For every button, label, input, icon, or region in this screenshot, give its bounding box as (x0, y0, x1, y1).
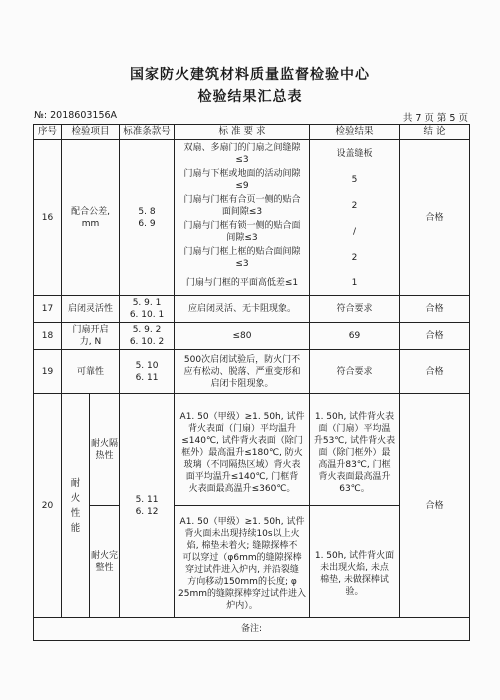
requirement-cell: 应启闭灵活、无卡阻现象。 (175, 296, 310, 323)
sub-item-line: 耐火隔 (91, 438, 119, 449)
clause-line: 5. 10 (135, 360, 159, 371)
req-line: ≤3 (235, 154, 249, 165)
col-conclusion: 结 论 (400, 125, 470, 140)
item-unit: mm (81, 218, 100, 229)
table-row-17 (34, 296, 470, 323)
conclusion-cell: 合格 (400, 350, 470, 394)
item-cell (62, 140, 120, 296)
item-line: 配合公差, (71, 206, 110, 217)
result-cell: 符合要求 (310, 350, 400, 394)
notes-cell: 备注: (34, 618, 470, 641)
clause-cell (120, 296, 175, 323)
requirement-cell (175, 506, 310, 618)
result-value: / (352, 226, 357, 237)
req-item (175, 193, 309, 219)
page-title: 国家防火建筑材料质量监督检验中心 (130, 67, 370, 83)
clause-cell (120, 140, 175, 296)
col-item: 检验项目 (62, 125, 120, 140)
req-line: 可以穿过（φ6mm的缝隙探棒 (182, 552, 302, 563)
req-line: 门扇与门框有合页一侧的贴合 (183, 194, 301, 205)
sub-item-line: 耐火完 (91, 550, 119, 561)
req-line: ≤3 (235, 258, 249, 269)
req-line: 门扇与门框的平面高低差≤1 (185, 277, 299, 288)
result-value: 2 (351, 200, 358, 211)
req-line: 门扇与门框有锁一侧的贴合面 (183, 220, 301, 231)
clause-line: 6. 10. 2 (129, 337, 165, 347)
result-line: 面（除门框外）最 (318, 447, 391, 458)
req-line: 面间隙≤3 (221, 206, 263, 217)
result-line: 面（门扇）平均温 (318, 423, 391, 434)
col-clause: 标准条款号 (120, 125, 175, 140)
requirement-cell (175, 350, 310, 394)
result-value: 5 (351, 174, 358, 185)
req-item (175, 141, 309, 167)
clause-cell (120, 394, 175, 618)
clause-line: 5. 9. 1 (132, 298, 162, 308)
requirement-cell (175, 140, 310, 296)
table-row-20a (34, 394, 470, 506)
req-line: 双扇、多扇门的门扇之间缝隙 (183, 142, 301, 153)
result-value: 设盖缝板 (336, 148, 373, 159)
col-seq: 序号 (34, 125, 62, 140)
req-item (175, 271, 309, 295)
table-row-18 (34, 323, 470, 350)
clause-line: 5. 9. 2 (132, 325, 162, 335)
col-requirement: 标 准 要 求 (175, 125, 310, 140)
result-value: 1 (351, 277, 358, 288)
seq-cell: 17 (34, 296, 62, 323)
result-line: 高温升83℃, 门框 (318, 459, 391, 470)
table-header-row (34, 125, 470, 140)
item-char: 能 (70, 522, 81, 534)
requirement-cell (175, 394, 310, 506)
conclusion-cell: 合格 (400, 140, 470, 296)
result-line: 验。 (345, 586, 364, 597)
clause-line: 6. 12 (135, 506, 159, 517)
result-cell: 69 (310, 323, 400, 350)
result-line: 1. 50h, 试件背火表 (314, 411, 395, 422)
sub-item-cell (90, 506, 120, 618)
seq-cell: 19 (34, 350, 62, 394)
item-char: 性 (70, 507, 81, 519)
req-line: 炉内）。 (226, 600, 258, 611)
item-cell: 可靠性 (62, 350, 120, 394)
req-item (175, 245, 309, 271)
req-line: 焰, 棉垫未着火; 缝隙探棒不 (186, 540, 298, 551)
req-line: ≤140℃, 试件背火表面（除门 (181, 435, 303, 446)
result-line: 1. 50h, 试件背火面 (314, 550, 395, 561)
req-line: 25mm的缝隙探棒穿过试件进入 (178, 588, 307, 599)
req-line: 背火表面（门扇）平均温升 (188, 423, 297, 434)
result-line: 未出现火焰, 未点 (320, 562, 389, 573)
req-line: 背火面未出现持续10s以上火 (184, 528, 300, 539)
item-cell (62, 323, 120, 350)
item-unit: 力, N (79, 337, 102, 347)
item-char: 火 (70, 492, 81, 504)
req-line: 穿过试件进入炉内, 并沿裂缝 (185, 564, 299, 575)
clause-line: 5. 8 (138, 206, 156, 217)
clause-cell (120, 323, 175, 350)
req-item (175, 167, 309, 193)
req-line: 玻璃（不同隔热区域）背火表 (183, 459, 301, 470)
result-line: 棉垫, 未做探棒试 (320, 574, 389, 585)
seq-cell: 16 (34, 140, 62, 296)
req-line: 500次启闭试验后，防火门不 (183, 354, 301, 365)
item-char: 耐 (70, 477, 81, 489)
req-line: A1. 50（甲级）≥1. 50h, 试件 (179, 411, 305, 422)
conclusion-cell: 合格 (400, 296, 470, 323)
req-line: 启闭卡阻现象。 (210, 378, 274, 389)
item-main-cell (62, 394, 90, 618)
result-cell (310, 394, 400, 506)
req-line: 火表面最高温升≤360℃。 (188, 483, 296, 494)
clause-cell (120, 350, 175, 394)
result-cell (310, 140, 400, 296)
req-line: 门扇与下框或地面的活动间隙 (183, 168, 301, 179)
seq-cell: 20 (34, 394, 62, 618)
req-line: 面平均温升≤140℃, 门框背 (185, 471, 299, 482)
page-info: 共 7 页 第 5 页 (402, 113, 468, 124)
result-value: 2 (351, 252, 358, 263)
item-line: 门扇开启 (72, 325, 109, 335)
clause-line: 6. 9 (138, 218, 156, 229)
result-line: 背火表面最高温升 (318, 471, 391, 482)
table-row-19 (34, 350, 470, 394)
conclusion-cell: 合格 (400, 323, 470, 350)
result-cell (310, 506, 400, 618)
table-row-16 (34, 140, 470, 296)
result-line: 63℃。 (339, 483, 370, 494)
clause-line: 6. 11 (135, 372, 159, 383)
req-item (175, 219, 309, 245)
req-line: 门扇与门框上框的贴合面间隙 (183, 246, 301, 257)
sub-item-cell (90, 394, 120, 506)
clause-line: 5. 11 (135, 494, 159, 505)
seq-cell: 18 (34, 323, 62, 350)
requirement-cell: ≤80 (175, 323, 310, 350)
notes-row (34, 618, 470, 641)
req-line: 框外）最高温升≤180℃, 防火 (181, 447, 303, 458)
result-line: 升53℃, 试件背火表 (313, 435, 396, 446)
sub-item-line: 整性 (95, 562, 114, 573)
result-cell: 符合要求 (310, 296, 400, 323)
page-subtitle: 检验结果汇总表 (197, 89, 303, 105)
conclusion-cell: 合格 (400, 394, 470, 618)
item-cell: 启闭灵活性 (62, 296, 120, 323)
req-line: 应有松动、脱落、严重变形和 (183, 366, 301, 377)
req-line: 方向移动150mm的长度; φ (187, 576, 297, 587)
clause-line: 6. 10. 1 (129, 310, 165, 320)
results-table (33, 124, 470, 641)
req-line: 间隙≤3 (226, 232, 258, 243)
report-number: №: 2018603156A (34, 110, 118, 121)
req-line: A1. 50（甲级）≥1. 50h, 试件 (179, 516, 305, 527)
sub-item-line: 热性 (95, 450, 114, 461)
col-result: 检验结果 (310, 125, 400, 140)
req-line: ≤9 (235, 180, 249, 191)
